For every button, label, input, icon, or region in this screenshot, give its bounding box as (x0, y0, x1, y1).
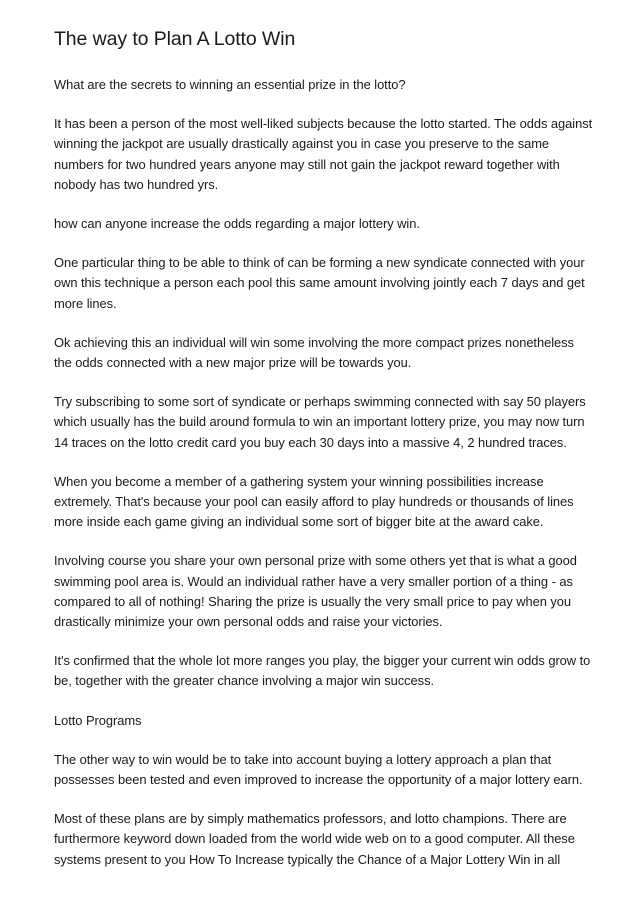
section-heading-lotto-programs: Lotto Programs (54, 712, 142, 728)
document-title: The way to Plan A Lotto Win (54, 28, 296, 50)
paragraph-syndicate: One particular thing to be able to think of can be forming a new syndicate connected with your own this technique a person each pool this same amount involving jointly each 7 days and get more lines. (54, 255, 585, 311)
paragraph-odds: It has been a person of the most well-liked subjects because the lotto started. The odds against winning the jackpot are usually drastically against you in case you preserve to the same numbers for two hundred years anyone may still not gain the jackpot reward together with nobody has two hundred yrs. (54, 116, 593, 192)
paragraph-smaller-prizes: Ok achieving this an individual will win some involving the more compact prizes nonetheless the odds connected with a new major prize will be towards you. (54, 334, 574, 371)
paragraph-gathering-system: When you become a member of a gathering system your winning possibilities increase extremely. That's because your pool can easily afford to play hundreds or thousands of lines more inside each game giving an individual some sort of bigger bite at the award cake. (54, 473, 574, 530)
paragraph-plans: Most of these plans are by simply mathematics professors, and lotto champions. There are furthermore keyword down loaded from the world wide web on to a good computer. All these systems present to you How To Increase typically the Chance of a Major Lottery Win in all (54, 811, 575, 867)
paragraph-lottery-approach: The other way to win would be to take into account buying a lottery approach a plan that possesses been tested and even improved to increase the opportunity of a major lottery earn. (54, 751, 583, 788)
paragraph-more-lines: It's confirmed that the whole lot more ranges you play, the bigger your current win odds grow to be, together with the greater chance involving a major win success. (54, 653, 591, 689)
paragraph-share-prize: Involving course you share your own personal prize with some others yet that is what a good swimming pool area is. Would an individual rather have a very smaller portion of a thing - as compared to all of nothing! Sharing the prize is usually the very small price to pay when you drastically minimize your own personal odds and raise your victories. (54, 553, 577, 630)
paragraph-intro-question: What are the secrets to winning an essential prize in the lotto? (54, 77, 406, 92)
document-page (54, 26, 594, 889)
paragraph-subscribing: Try subscribing to some sort of syndicate or perhaps swimming connected with say 50 players which usually has the build around formula to win an important lottery prize, you may now turn 14 traces on the lotto credit card you buy each 30 days into a massive 4, 2 hundred traces. (54, 394, 586, 450)
paragraph-increase-question: how can anyone increase the odds regarding a major lottery win. (54, 216, 420, 232)
